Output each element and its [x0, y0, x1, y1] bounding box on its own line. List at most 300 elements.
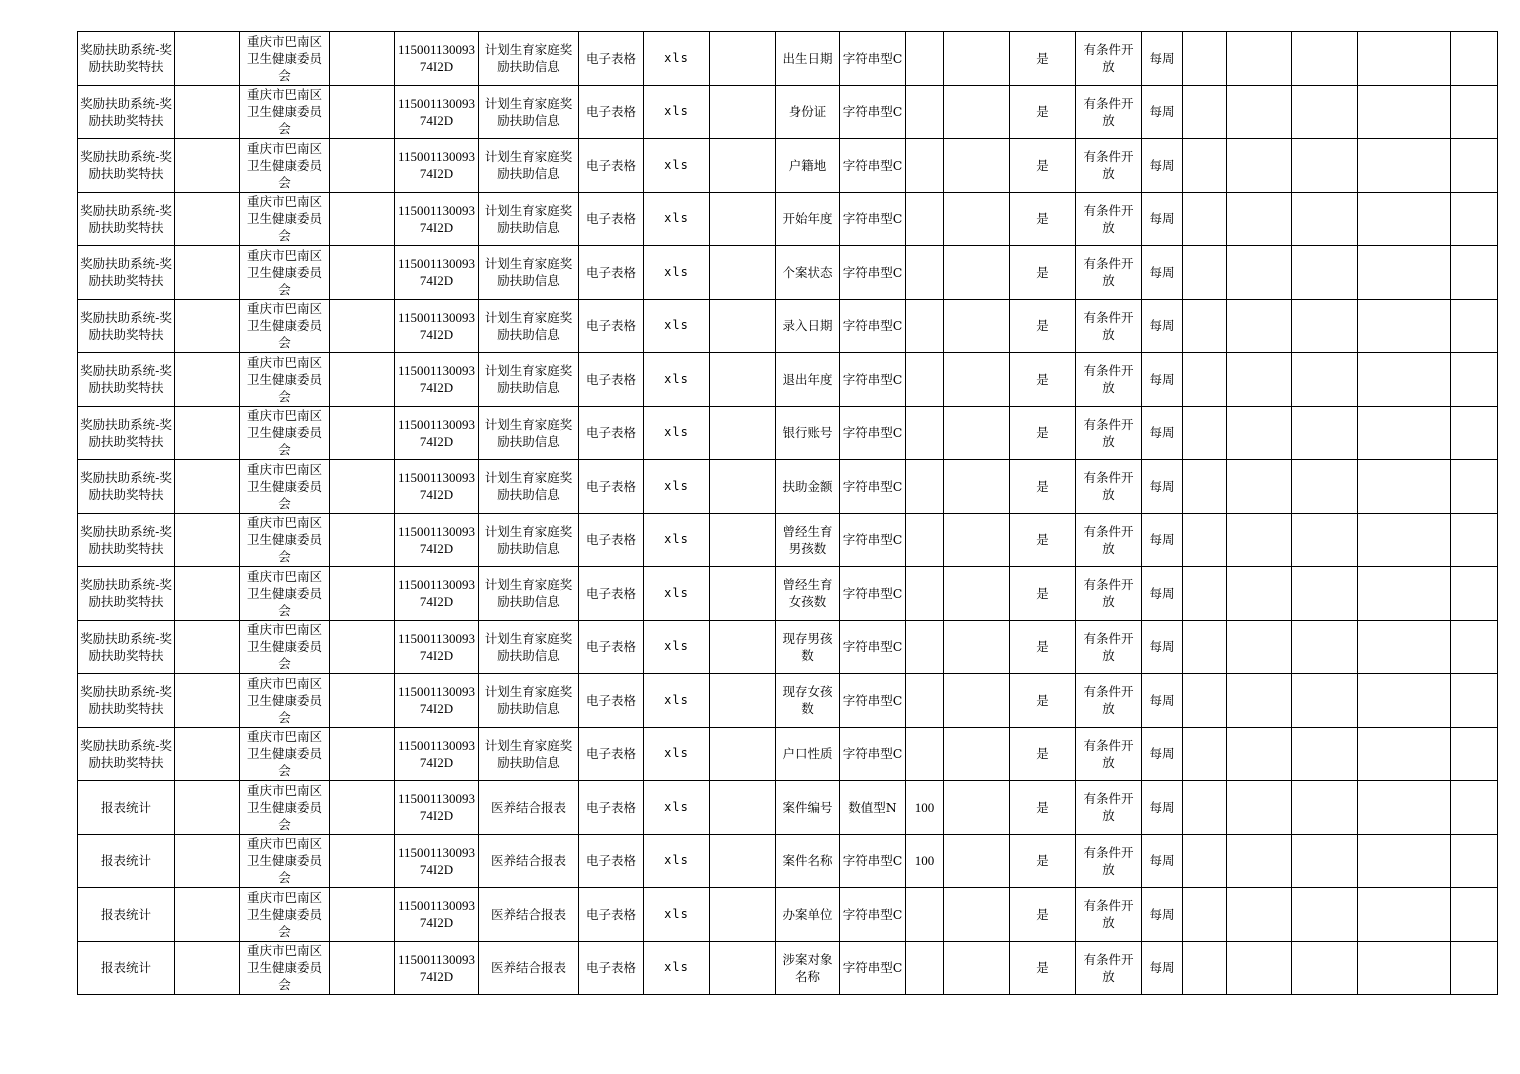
open-type-cell: 有条件开放: [1076, 353, 1142, 407]
update-frequency-cell: 每周: [1142, 567, 1183, 621]
field-length-cell: [906, 460, 944, 514]
empty-cell: [1358, 941, 1451, 995]
department-cell: 重庆市巴南区卫生健康委员会: [240, 85, 330, 139]
update-frequency-cell: 每周: [1142, 139, 1183, 193]
field-length-cell: 100: [906, 834, 944, 888]
empty-cell: [330, 139, 395, 193]
update-frequency-cell: 每周: [1142, 513, 1183, 567]
empty-cell: [1358, 888, 1451, 942]
empty-cell: [710, 460, 776, 514]
resource-name-cell: 计划生育家庭奖励扶助信息: [479, 85, 579, 139]
field-name-cell: 户口性质: [776, 727, 840, 781]
update-frequency-cell: 每周: [1142, 353, 1183, 407]
empty-cell: [1292, 834, 1358, 888]
department-cell: 重庆市巴南区卫生健康委员会: [240, 674, 330, 728]
empty-cell: [1451, 888, 1498, 942]
update-frequency-cell: 每周: [1142, 888, 1183, 942]
empty-cell: [1183, 139, 1227, 193]
shared-flag-cell: 是: [1010, 781, 1076, 835]
shared-flag-cell: 是: [1010, 85, 1076, 139]
empty-cell: [330, 941, 395, 995]
empty-cell: [1292, 139, 1358, 193]
credit-code-cell: 11500113009374I2D: [395, 888, 479, 942]
empty-cell: [944, 299, 1010, 353]
credit-code-cell: 11500113009374I2D: [395, 513, 479, 567]
table-row: [78, 85, 1498, 139]
format-cell: 电子表格: [579, 674, 644, 728]
update-frequency-cell: 每周: [1142, 834, 1183, 888]
empty-cell: [175, 139, 240, 193]
empty-cell: [1183, 192, 1227, 246]
field-name-cell: 案件编号: [776, 781, 840, 835]
empty-cell: [1358, 246, 1451, 300]
resource-name-cell: 计划生育家庭奖励扶助信息: [479, 353, 579, 407]
empty-cell: [710, 727, 776, 781]
empty-cell: [1227, 620, 1292, 674]
format-cell: 电子表格: [579, 192, 644, 246]
empty-cell: [1451, 192, 1498, 246]
system-name-cell: 奖励扶助系统-奖励扶助奖特扶: [78, 513, 175, 567]
empty-cell: [1183, 246, 1227, 300]
table-row: [78, 727, 1498, 781]
field-type-cell: 字符串型C: [840, 567, 906, 621]
empty-cell: [1358, 834, 1451, 888]
empty-cell: [1451, 513, 1498, 567]
department-cell: 重庆市巴南区卫生健康委员会: [240, 353, 330, 407]
empty-cell: [944, 139, 1010, 193]
format-cell: 电子表格: [579, 299, 644, 353]
format-cell: 电子表格: [579, 139, 644, 193]
empty-cell: [1183, 620, 1227, 674]
empty-cell: [175, 567, 240, 621]
empty-cell: [1183, 460, 1227, 514]
empty-cell: [330, 567, 395, 621]
format-cell: 电子表格: [579, 513, 644, 567]
field-type-cell: 字符串型C: [840, 941, 906, 995]
data-catalog-table: [77, 31, 1498, 995]
shared-flag-cell: 是: [1010, 567, 1076, 621]
empty-cell: [1183, 85, 1227, 139]
field-length-cell: [906, 32, 944, 86]
resource-name-cell: 计划生育家庭奖励扶助信息: [479, 32, 579, 86]
empty-cell: [1183, 781, 1227, 835]
empty-cell: [1451, 620, 1498, 674]
empty-cell: [1451, 85, 1498, 139]
credit-code-cell: 11500113009374I2D: [395, 32, 479, 86]
open-type-cell: 有条件开放: [1076, 85, 1142, 139]
empty-cell: [1227, 192, 1292, 246]
format-cell: 电子表格: [579, 460, 644, 514]
empty-cell: [1227, 406, 1292, 460]
department-cell: 重庆市巴南区卫生健康委员会: [240, 246, 330, 300]
system-name-cell: 奖励扶助系统-奖励扶助奖特扶: [78, 139, 175, 193]
empty-cell: [1292, 674, 1358, 728]
field-length-cell: [906, 567, 944, 621]
empty-cell: [1451, 353, 1498, 407]
empty-cell: [1183, 674, 1227, 728]
empty-cell: [1292, 567, 1358, 621]
field-length-cell: [906, 353, 944, 407]
empty-cell: [175, 513, 240, 567]
department-cell: 重庆市巴南区卫生健康委员会: [240, 834, 330, 888]
system-name-cell: 奖励扶助系统-奖励扶助奖特扶: [78, 674, 175, 728]
resource-name-cell: 医养结合报表: [479, 888, 579, 942]
field-name-cell: 户籍地: [776, 139, 840, 193]
table-row: [78, 32, 1498, 86]
empty-cell: [175, 674, 240, 728]
open-type-cell: 有条件开放: [1076, 620, 1142, 674]
field-length-cell: [906, 727, 944, 781]
format-cell: 电子表格: [579, 406, 644, 460]
empty-cell: [1292, 941, 1358, 995]
field-name-cell: 身份证: [776, 85, 840, 139]
table-row: [78, 353, 1498, 407]
field-name-cell: 曾经生育男孩数: [776, 513, 840, 567]
open-type-cell: 有条件开放: [1076, 406, 1142, 460]
department-cell: 重庆市巴南区卫生健康委员会: [240, 460, 330, 514]
empty-cell: [944, 353, 1010, 407]
update-frequency-cell: 每周: [1142, 246, 1183, 300]
resource-name-cell: 医养结合报表: [479, 941, 579, 995]
field-length-cell: [906, 85, 944, 139]
empty-cell: [1292, 85, 1358, 139]
empty-cell: [330, 406, 395, 460]
update-frequency-cell: 每周: [1142, 620, 1183, 674]
empty-cell: [710, 620, 776, 674]
field-type-cell: 字符串型C: [840, 246, 906, 300]
table-row: [78, 299, 1498, 353]
update-frequency-cell: 每周: [1142, 85, 1183, 139]
file-extension-cell: xls: [644, 513, 710, 567]
empty-cell: [330, 299, 395, 353]
shared-flag-cell: 是: [1010, 406, 1076, 460]
field-length-cell: [906, 406, 944, 460]
open-type-cell: 有条件开放: [1076, 674, 1142, 728]
open-type-cell: 有条件开放: [1076, 32, 1142, 86]
field-type-cell: 字符串型C: [840, 139, 906, 193]
empty-cell: [175, 620, 240, 674]
field-name-cell: 银行账号: [776, 406, 840, 460]
update-frequency-cell: 每周: [1142, 674, 1183, 728]
shared-flag-cell: 是: [1010, 674, 1076, 728]
credit-code-cell: 11500113009374I2D: [395, 139, 479, 193]
update-frequency-cell: 每周: [1142, 727, 1183, 781]
empty-cell: [1358, 406, 1451, 460]
open-type-cell: 有条件开放: [1076, 192, 1142, 246]
empty-cell: [710, 32, 776, 86]
update-frequency-cell: 每周: [1142, 460, 1183, 514]
empty-cell: [944, 834, 1010, 888]
system-name-cell: 奖励扶助系统-奖励扶助奖特扶: [78, 32, 175, 86]
system-name-cell: 奖励扶助系统-奖励扶助奖特扶: [78, 192, 175, 246]
empty-cell: [175, 192, 240, 246]
empty-cell: [1227, 834, 1292, 888]
empty-cell: [1227, 513, 1292, 567]
field-length-cell: [906, 513, 944, 567]
file-extension-cell: xls: [644, 834, 710, 888]
empty-cell: [1358, 460, 1451, 514]
empty-cell: [1227, 674, 1292, 728]
empty-cell: [1358, 299, 1451, 353]
file-extension-cell: xls: [644, 727, 710, 781]
empty-cell: [944, 32, 1010, 86]
empty-cell: [1358, 192, 1451, 246]
empty-cell: [1183, 888, 1227, 942]
credit-code-cell: 11500113009374I2D: [395, 941, 479, 995]
format-cell: 电子表格: [579, 888, 644, 942]
credit-code-cell: 11500113009374I2D: [395, 192, 479, 246]
empty-cell: [1358, 513, 1451, 567]
empty-cell: [1451, 460, 1498, 514]
empty-cell: [1227, 460, 1292, 514]
empty-cell: [1292, 727, 1358, 781]
empty-cell: [1183, 32, 1227, 86]
empty-cell: [330, 781, 395, 835]
resource-name-cell: 计划生育家庭奖励扶助信息: [479, 567, 579, 621]
empty-cell: [330, 834, 395, 888]
field-name-cell: 扶助金额: [776, 460, 840, 514]
shared-flag-cell: 是: [1010, 32, 1076, 86]
shared-flag-cell: 是: [1010, 192, 1076, 246]
resource-name-cell: 医养结合报表: [479, 781, 579, 835]
department-cell: 重庆市巴南区卫生健康委员会: [240, 192, 330, 246]
shared-flag-cell: 是: [1010, 299, 1076, 353]
empty-cell: [1292, 513, 1358, 567]
field-name-cell: 现存男孩数: [776, 620, 840, 674]
system-name-cell: 奖励扶助系统-奖励扶助奖特扶: [78, 567, 175, 621]
open-type-cell: 有条件开放: [1076, 567, 1142, 621]
empty-cell: [944, 513, 1010, 567]
credit-code-cell: 11500113009374I2D: [395, 620, 479, 674]
empty-cell: [710, 85, 776, 139]
format-cell: 电子表格: [579, 567, 644, 621]
field-length-cell: [906, 192, 944, 246]
empty-cell: [330, 460, 395, 514]
file-extension-cell: xls: [644, 406, 710, 460]
open-type-cell: 有条件开放: [1076, 834, 1142, 888]
credit-code-cell: 11500113009374I2D: [395, 299, 479, 353]
format-cell: 电子表格: [579, 834, 644, 888]
system-name-cell: 奖励扶助系统-奖励扶助奖特扶: [78, 299, 175, 353]
department-cell: 重庆市巴南区卫生健康委员会: [240, 620, 330, 674]
empty-cell: [710, 246, 776, 300]
resource-name-cell: 计划生育家庭奖励扶助信息: [479, 513, 579, 567]
empty-cell: [944, 192, 1010, 246]
empty-cell: [1183, 727, 1227, 781]
empty-cell: [710, 567, 776, 621]
system-name-cell: 报表统计: [78, 941, 175, 995]
system-name-cell: 报表统计: [78, 834, 175, 888]
empty-cell: [175, 406, 240, 460]
table-row: [78, 460, 1498, 514]
credit-code-cell: 11500113009374I2D: [395, 353, 479, 407]
empty-cell: [710, 406, 776, 460]
empty-cell: [175, 888, 240, 942]
open-type-cell: 有条件开放: [1076, 139, 1142, 193]
file-extension-cell: xls: [644, 299, 710, 353]
resource-name-cell: 医养结合报表: [479, 834, 579, 888]
empty-cell: [1451, 299, 1498, 353]
empty-cell: [1292, 406, 1358, 460]
shared-flag-cell: 是: [1010, 139, 1076, 193]
credit-code-cell: 11500113009374I2D: [395, 567, 479, 621]
system-name-cell: 奖励扶助系统-奖励扶助奖特扶: [78, 727, 175, 781]
empty-cell: [710, 353, 776, 407]
empty-cell: [1451, 32, 1498, 86]
department-cell: 重庆市巴南区卫生健康委员会: [240, 299, 330, 353]
table-row: [78, 674, 1498, 728]
field-type-cell: 字符串型C: [840, 620, 906, 674]
empty-cell: [330, 513, 395, 567]
empty-cell: [1358, 85, 1451, 139]
empty-cell: [330, 192, 395, 246]
department-cell: 重庆市巴南区卫生健康委员会: [240, 727, 330, 781]
shared-flag-cell: 是: [1010, 246, 1076, 300]
empty-cell: [710, 941, 776, 995]
system-name-cell: 报表统计: [78, 781, 175, 835]
empty-cell: [1183, 353, 1227, 407]
update-frequency-cell: 每周: [1142, 406, 1183, 460]
empty-cell: [944, 727, 1010, 781]
empty-cell: [1358, 781, 1451, 835]
credit-code-cell: 11500113009374I2D: [395, 460, 479, 514]
empty-cell: [1227, 567, 1292, 621]
update-frequency-cell: 每周: [1142, 32, 1183, 86]
credit-code-cell: 11500113009374I2D: [395, 246, 479, 300]
field-type-cell: 字符串型C: [840, 353, 906, 407]
credit-code-cell: 11500113009374I2D: [395, 834, 479, 888]
format-cell: 电子表格: [579, 620, 644, 674]
format-cell: 电子表格: [579, 727, 644, 781]
system-name-cell: 报表统计: [78, 888, 175, 942]
resource-name-cell: 计划生育家庭奖励扶助信息: [479, 674, 579, 728]
empty-cell: [1292, 299, 1358, 353]
field-length-cell: [906, 246, 944, 300]
credit-code-cell: 11500113009374I2D: [395, 406, 479, 460]
format-cell: 电子表格: [579, 85, 644, 139]
empty-cell: [710, 139, 776, 193]
empty-cell: [1227, 727, 1292, 781]
table-row: [78, 513, 1498, 567]
department-cell: 重庆市巴南区卫生健康委员会: [240, 941, 330, 995]
field-name-cell: 录入日期: [776, 299, 840, 353]
empty-cell: [1451, 674, 1498, 728]
department-cell: 重庆市巴南区卫生健康委员会: [240, 888, 330, 942]
system-name-cell: 奖励扶助系统-奖励扶助奖特扶: [78, 246, 175, 300]
empty-cell: [175, 941, 240, 995]
department-cell: 重庆市巴南区卫生健康委员会: [240, 32, 330, 86]
format-cell: 电子表格: [579, 246, 644, 300]
system-name-cell: 奖励扶助系统-奖励扶助奖特扶: [78, 85, 175, 139]
file-extension-cell: xls: [644, 139, 710, 193]
empty-cell: [175, 85, 240, 139]
empty-cell: [944, 781, 1010, 835]
empty-cell: [1358, 353, 1451, 407]
empty-cell: [175, 32, 240, 86]
empty-cell: [175, 781, 240, 835]
resource-name-cell: 计划生育家庭奖励扶助信息: [479, 406, 579, 460]
system-name-cell: 奖励扶助系统-奖励扶助奖特扶: [78, 406, 175, 460]
field-type-cell: 字符串型C: [840, 192, 906, 246]
field-length-cell: [906, 139, 944, 193]
file-extension-cell: xls: [644, 246, 710, 300]
table-row: [78, 888, 1498, 942]
file-extension-cell: xls: [644, 674, 710, 728]
empty-cell: [710, 781, 776, 835]
shared-flag-cell: 是: [1010, 353, 1076, 407]
empty-cell: [1451, 567, 1498, 621]
file-extension-cell: xls: [644, 567, 710, 621]
shared-flag-cell: 是: [1010, 834, 1076, 888]
file-extension-cell: xls: [644, 781, 710, 835]
empty-cell: [944, 888, 1010, 942]
empty-cell: [944, 406, 1010, 460]
resource-name-cell: 计划生育家庭奖励扶助信息: [479, 620, 579, 674]
system-name-cell: 奖励扶助系统-奖励扶助奖特扶: [78, 460, 175, 514]
field-type-cell: 字符串型C: [840, 727, 906, 781]
update-frequency-cell: 每周: [1142, 299, 1183, 353]
table-row: [78, 406, 1498, 460]
field-type-cell: 字符串型C: [840, 888, 906, 942]
table-row: [78, 567, 1498, 621]
empty-cell: [1451, 781, 1498, 835]
empty-cell: [1292, 888, 1358, 942]
empty-cell: [1292, 192, 1358, 246]
field-name-cell: 案件名称: [776, 834, 840, 888]
resource-name-cell: 计划生育家庭奖励扶助信息: [479, 139, 579, 193]
field-name-cell: 开始年度: [776, 192, 840, 246]
empty-cell: [175, 460, 240, 514]
empty-cell: [944, 246, 1010, 300]
shared-flag-cell: 是: [1010, 888, 1076, 942]
field-name-cell: 个案状态: [776, 246, 840, 300]
empty-cell: [944, 85, 1010, 139]
field-name-cell: 出生日期: [776, 32, 840, 86]
empty-cell: [330, 888, 395, 942]
field-name-cell: 涉案对象名称: [776, 941, 840, 995]
file-extension-cell: xls: [644, 888, 710, 942]
open-type-cell: 有条件开放: [1076, 299, 1142, 353]
empty-cell: [1358, 32, 1451, 86]
empty-cell: [1183, 406, 1227, 460]
empty-cell: [1451, 941, 1498, 995]
empty-cell: [1358, 674, 1451, 728]
system-name-cell: 奖励扶助系统-奖励扶助奖特扶: [78, 353, 175, 407]
empty-cell: [1451, 834, 1498, 888]
file-extension-cell: xls: [644, 192, 710, 246]
open-type-cell: 有条件开放: [1076, 513, 1142, 567]
update-frequency-cell: 每周: [1142, 781, 1183, 835]
empty-cell: [1227, 246, 1292, 300]
empty-cell: [1183, 567, 1227, 621]
shared-flag-cell: 是: [1010, 620, 1076, 674]
credit-code-cell: 11500113009374I2D: [395, 674, 479, 728]
system-name-cell: 奖励扶助系统-奖励扶助奖特扶: [78, 620, 175, 674]
field-length-cell: [906, 620, 944, 674]
format-cell: 电子表格: [579, 32, 644, 86]
table-row: [78, 620, 1498, 674]
empty-cell: [330, 674, 395, 728]
table-row: [78, 781, 1498, 835]
empty-cell: [1358, 139, 1451, 193]
empty-cell: [710, 674, 776, 728]
resource-name-cell: 计划生育家庭奖励扶助信息: [479, 246, 579, 300]
empty-cell: [710, 834, 776, 888]
empty-cell: [1183, 834, 1227, 888]
file-extension-cell: xls: [644, 353, 710, 407]
field-length-cell: [906, 941, 944, 995]
table-row: [78, 192, 1498, 246]
